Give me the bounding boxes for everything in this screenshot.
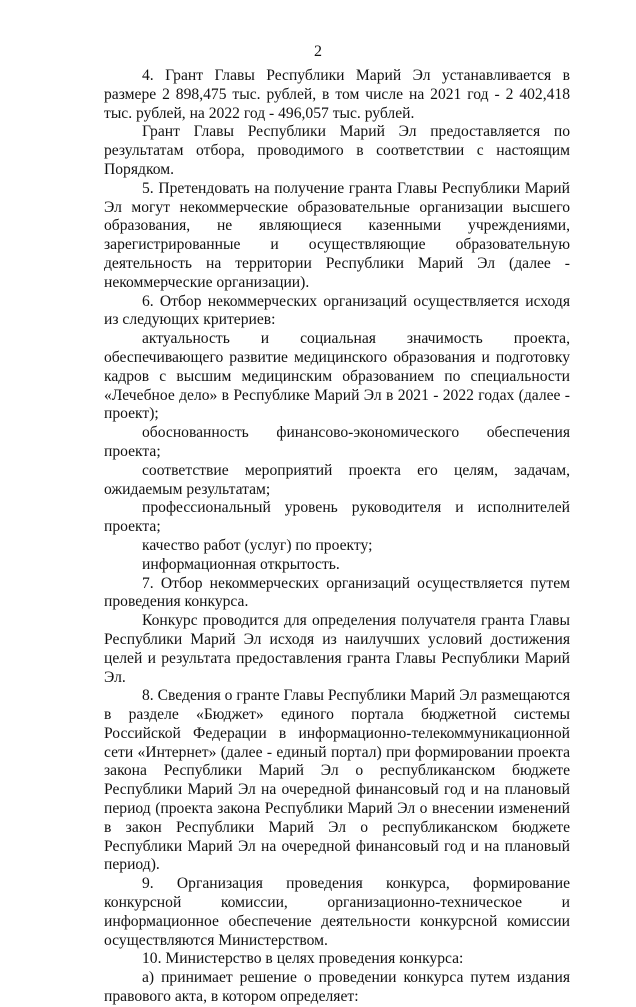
paragraph-portal-publication: 8. Сведения о гранте Главы Республики Марий Эл размещаются в разделе «Бюджет» единого портала бюджетной системы Российской Федерации в информационно-телекоммуникационной сети «Интернет» (далее - единый портал) при формировании проекта закона Республики Марий Эл о республиканском бюджете Республики Марий Эл на очередной финансовый год и на плановый период (проекта закона Республики Марий Эл о внесении изменений в закон Республики Марий Эл о республиканском бюджете Республики Марий Эл на очередной финансовый год и на плановый период). — [104, 687, 570, 874]
paragraph-selection-criteria: 6. Отбор некоммерческих организаций осуществляется исходя из следующих критериев: — [104, 292, 570, 329]
paragraph-grant-amount: 4. Грант Главы Республики Марий Эл устанавливается в размере 2 898,475 тыс. рублей, в том числе на 2021 год - 2 402,418 тыс. рублей, на 2022 год - 496,057 тыс. рублей. — [104, 67, 570, 122]
paragraph-organization: 9. Организация проведения конкурса, формирование конкурсной комиссии, организационно-техническое и информационное обеспечение деятельности конкурсной комиссии осуществляются Министерством. — [104, 875, 570, 949]
criterion-goal-alignment: соответствие мероприятий проекта его целям, задачам, ожидаемым результатам; — [104, 461, 570, 498]
criterion-relevance: актуальность и социальная значимость проекта, обеспечивающего развитие медицинского образования и подготовку кадров с высшим медицинским образованием по специальности «Лечебное дело» в Республике Марий Эл в 2021 - 2022 годах (далее - проект); — [104, 330, 570, 423]
paragraph-competition: 7. Отбор некоммерческих организаций осуществляется путем проведения конкурса. — [104, 574, 570, 611]
paragraph-grant-selection: Грант Главы Республики Марий Эл предоставляется по результатам отбора, проводимого в соответствии с настоящим Порядком. — [104, 123, 570, 178]
paragraph-decision: а) принимает решение о проведении конкурса путем издания правового акта, в котором определяет: — [104, 969, 570, 1006]
page-number: 2 — [314, 43, 322, 60]
paragraph-competition-purpose: Конкурс проводится для определения получателя гранта Главы Республики Марий Эл исходя из наилучших условий достижения целей и результата предоставления гранта Главы Республики Марий Эл. — [104, 612, 570, 686]
criterion-openness: информационная открытость. — [142, 555, 340, 573]
paragraph-ministry-duties: 10. Министерство в целях проведения конкурса: — [142, 950, 464, 968]
criterion-professional-level: профессиональный уровень руководителя и исполнителей проекта; — [104, 499, 570, 536]
document-body — [104, 67, 570, 1007]
criterion-quality: качество работ (услуг) по проекту; — [142, 536, 373, 554]
paragraph-eligibility: 5. Претендовать на получение гранта Главы Республики Марий Эл могут некоммерческие образовательные организации высшего образования, не являющиеся казенными учреждениями, зарегистрированные и осуществляющие образовательную деятельность на территории Республики Марий Эл (далее - некоммерческие организации). — [104, 179, 570, 291]
criterion-financial-justification: обоснованность финансово-экономического обеспечения проекта; — [104, 424, 570, 460]
